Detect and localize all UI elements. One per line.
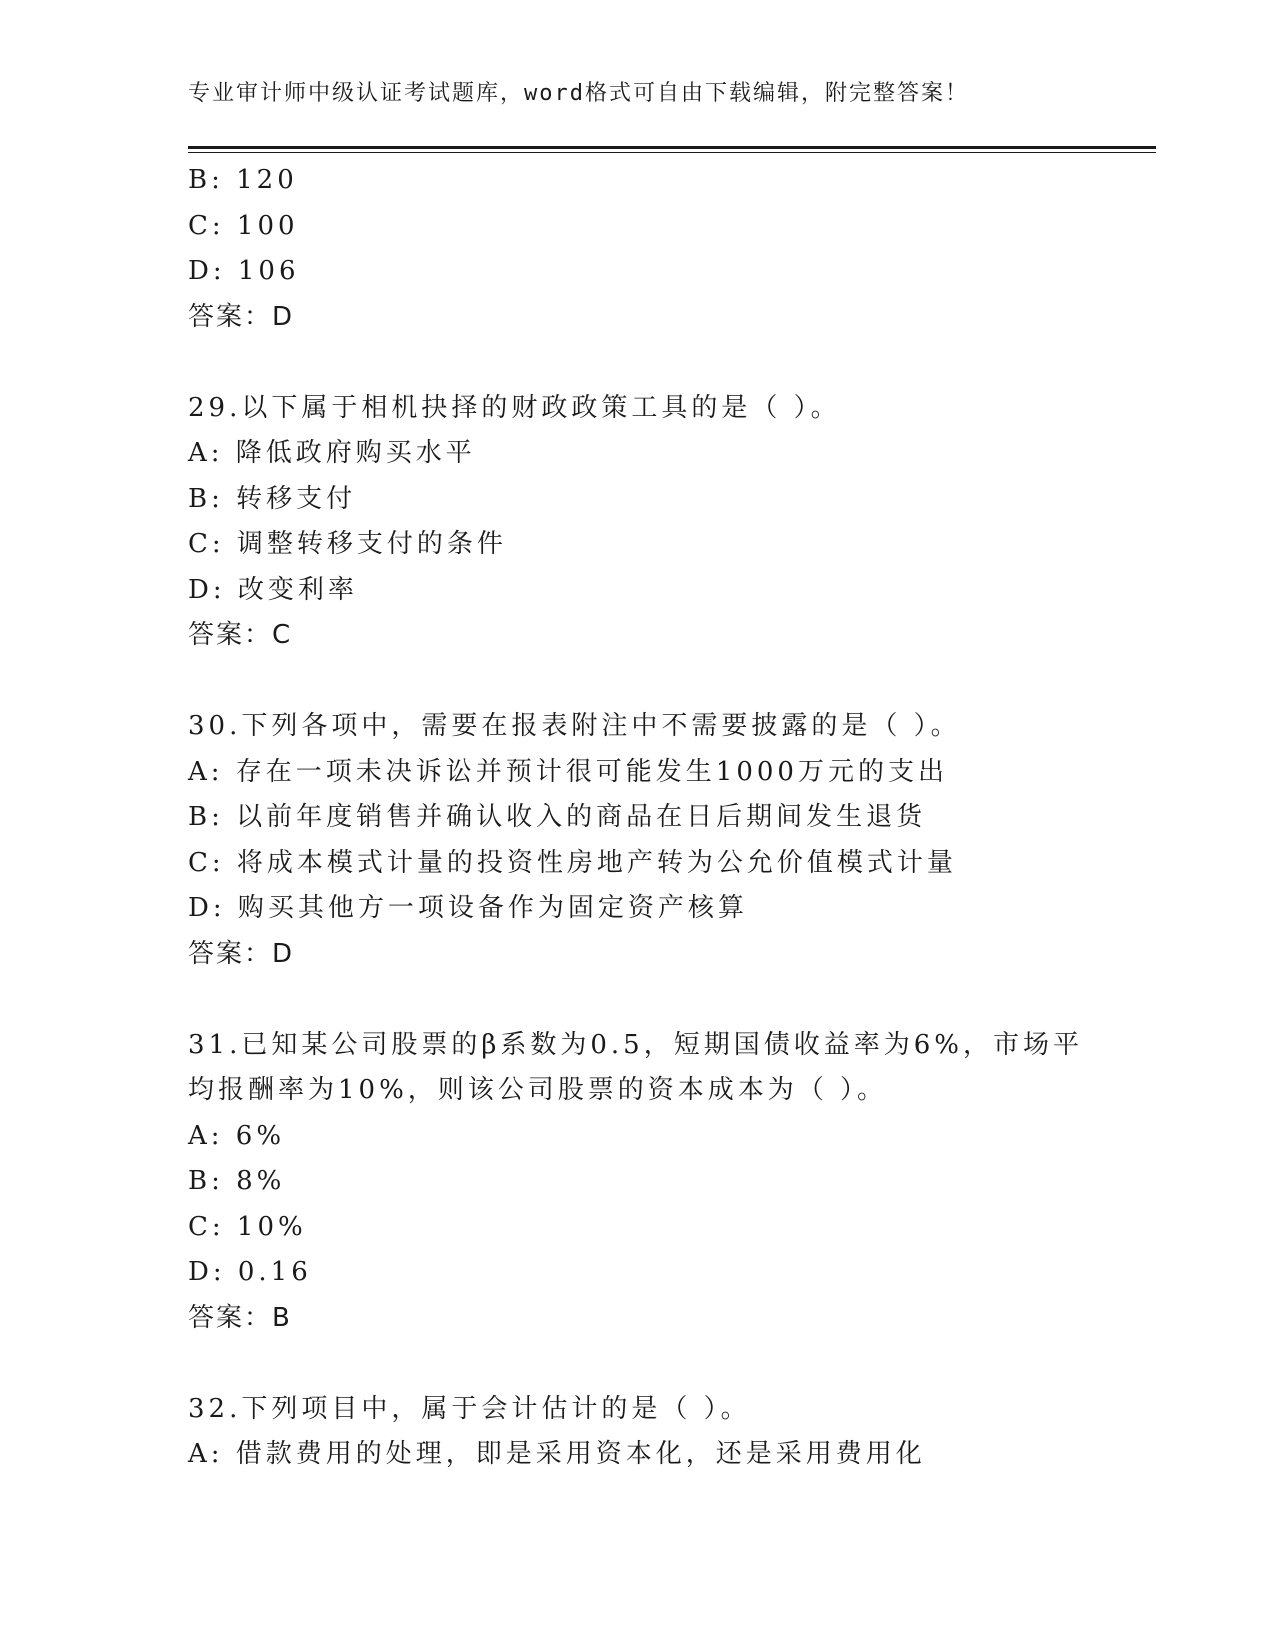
page-header: 专业审计师中级认证考试题库，word格式可自由下载编辑，附完整答案！: [188, 81, 969, 106]
question-32: [188, 1387, 1088, 1478]
question-stem-line-2: 均报酬率为10%，则该公司股票的资本成本为（ ）。: [188, 1075, 888, 1105]
question-29: [188, 386, 1088, 659]
option-d: D: 106: [188, 256, 300, 286]
question-content: [188, 158, 1088, 1478]
option-b: B: 120: [188, 165, 298, 195]
option-c: C: 10%: [188, 1211, 307, 1242]
question-30: [188, 704, 1088, 977]
question-stem-line-1: 31.已知某公司股票的β系数为0.5，短期国债收益率为6%，市场平: [188, 1029, 1083, 1060]
option-d: D: 改变利率: [188, 574, 358, 605]
option-b: B: 以前年度销售并确认收入的商品在日后期间发生退货: [188, 802, 927, 832]
option-b: B: 转移支付: [188, 483, 357, 514]
question-stem: 29.以下属于相机抉择的财政政策工具的是（ ）。: [188, 392, 841, 423]
question-stem: 30.下列各项中，需要在报表附注中不需要披露的是（ ）。: [188, 711, 961, 741]
answer: 答案：D: [188, 301, 295, 332]
answer: 答案：C: [188, 620, 293, 650]
question-stem: 32.下列项目中，属于会计估计的是（ ）。: [188, 1393, 751, 1424]
option-c: C: 100: [188, 210, 299, 241]
header-rule-thin: [188, 152, 1156, 153]
header-rule-thick: [188, 146, 1156, 149]
option-c: C: 将成本模式计量的投资性房地产转为公允价值模式计量: [188, 847, 957, 878]
option-a: A: 存在一项未决诉讼并预计很可能发生1000万元的支出: [188, 756, 948, 787]
question-28-tail: [188, 158, 1088, 340]
option-d: D: 购买其他方一项设备作为固定资产核算: [188, 893, 748, 923]
option-a: A: 降低政府购买水平: [188, 438, 476, 468]
answer: 答案：B: [188, 1302, 292, 1333]
option-d: D: 0.16: [188, 1257, 312, 1287]
option-a: A: 6%: [188, 1120, 286, 1151]
option-b: B: 8%: [188, 1166, 286, 1196]
option-c: C: 调整转移支付的条件: [188, 529, 507, 559]
answer: 答案：D: [188, 938, 295, 969]
option-a: A: 借款费用的处理，即是采用资本化，还是采用费用化: [188, 1439, 926, 1469]
question-31: [188, 1023, 1088, 1342]
